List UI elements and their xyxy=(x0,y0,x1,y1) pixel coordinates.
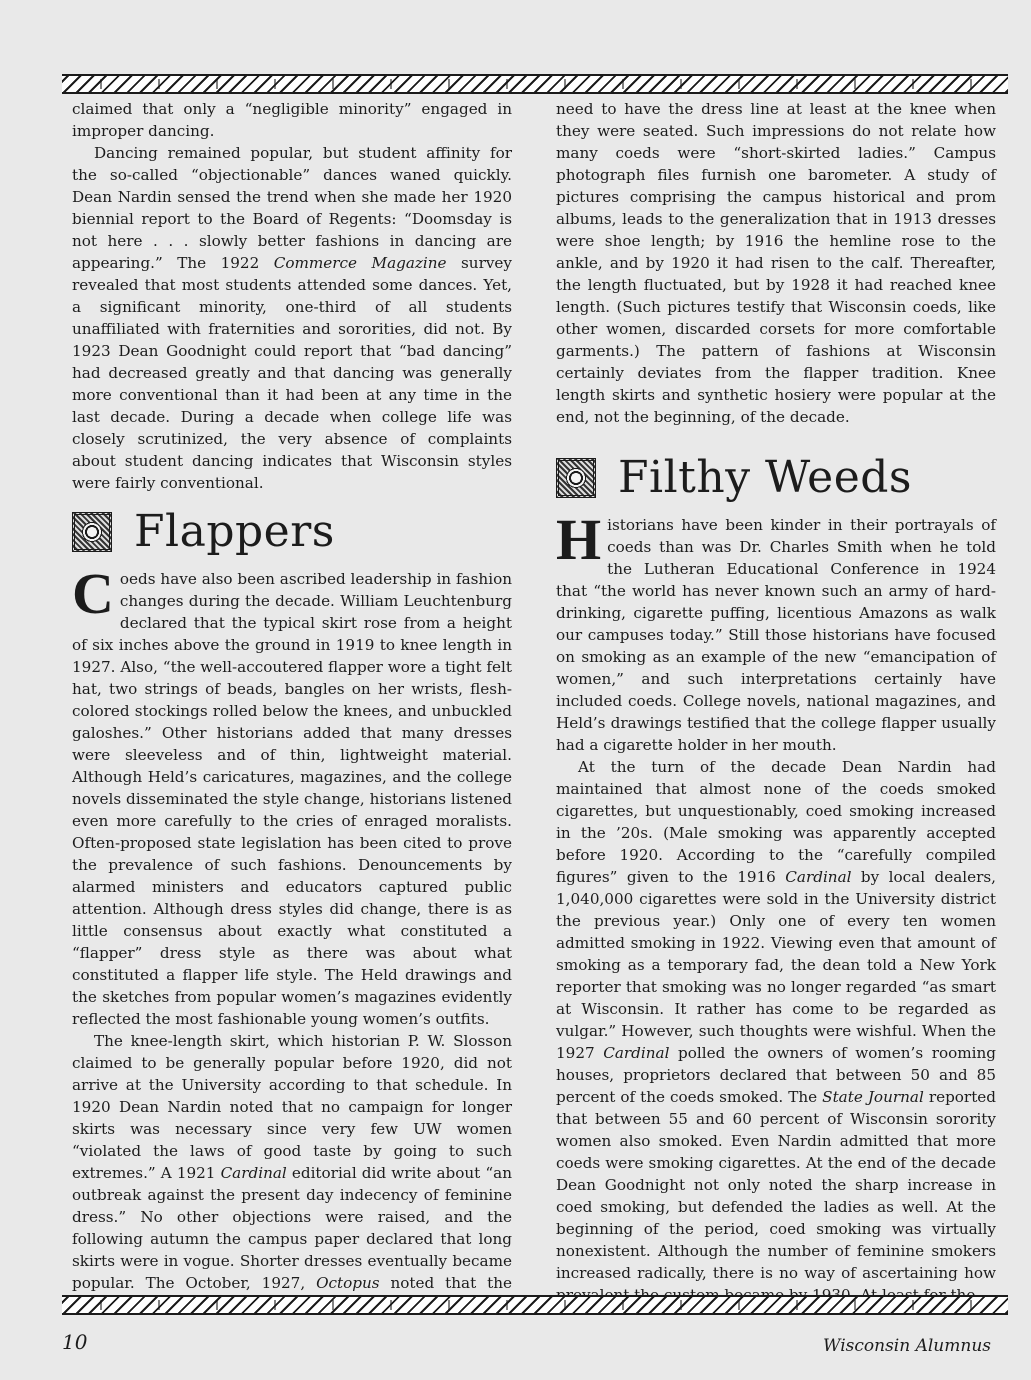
drop-cap: H xyxy=(556,507,602,572)
section-heading-flappers xyxy=(72,508,512,556)
left-column xyxy=(72,98,512,1292)
section-heading-filthy-weeds xyxy=(556,454,996,502)
publication-title: Commerce Magazine xyxy=(273,254,447,272)
drop-cap: C xyxy=(72,561,114,626)
publication-title: Cardinal xyxy=(220,1164,287,1182)
top-ornamental-border xyxy=(62,74,1008,94)
paragraph xyxy=(72,561,512,1030)
page-number: 10 xyxy=(62,1330,88,1354)
text-run: noted that the xyxy=(390,1274,512,1292)
paragraph xyxy=(556,756,996,1306)
ornament-icon xyxy=(556,458,596,498)
paragraph xyxy=(72,1030,512,1316)
paragraph xyxy=(556,507,996,756)
text-run: Dancing remained popular, but student affinity for the so-called “objectionable” dances waned quickly. Dean Nardin sensed the trend when she made her 1920 biennial report to the Board of Regents: “Doomsday is not here . . . slowly better fashions in dancing are appearing.” The 1922 xyxy=(72,144,512,272)
text-run: editorial did write about “an outbreak against the present day indecency of feminine dress.” No other objections were raised, and the following autumn the campus paper declared that long skirts were in vogue. Shorter dresses eventually became popular. The October, 1927, xyxy=(72,1164,512,1292)
text-run: by local dealers, 1,040,000 cigarettes were sold in the University district the previous year.) Only one of every ten women admitted smoking in 1922. Viewing even that amount of smoking as a temporary fad, the dean told a New York reporter that smoking was no longer regarded “as smart at Wisconsin. It rather has come to be regarded as vulgar.” However, such thoughts were wishful. When the 1927 xyxy=(556,868,996,1062)
text-run: At the turn of the decade Dean Nardin had maintained that almost none of the coeds smoked cigarettes, but unquestionably, coed smoking increased in the ’20s. (Male smoking was apparently accepted before 1920. According to the “carefully compiled figures” given to the 1916 xyxy=(556,758,996,886)
publication-title: Octopus xyxy=(316,1274,380,1292)
text-run: The knee-length skirt, which historian P. W. Slosson claimed to be generally popular before 1920, did not arrive at the University according to that schedule. In 1920 Dean Nardin noted that no campaign for longer skirts was necessary since very few UW women “violated the laws of good taste by going to such extremes.” A 1921 xyxy=(72,1032,512,1182)
paragraph xyxy=(72,142,512,494)
publication-title: Cardinal xyxy=(603,1044,670,1062)
ornament-icon xyxy=(72,512,112,552)
section-heading-text: Filthy Weeds xyxy=(618,452,912,503)
text-run: reported that between 55 and 60 percent of Wisconsin sorority women also smoked. Even Nardin admitted that more coeds were smoking cigarettes. At the end of the decade Dean Goodnight not only noted the sharp increase in coed smoking, but defended the ladies as well. At the beginning of the period, coed smoking was virtually nonexistent. Although the number of feminine smokers increased radically, there is no way of ascertaining how xyxy=(556,1088,997,1282)
bottom-ornamental-border xyxy=(62,1295,1008,1315)
publication-title: State Journal xyxy=(822,1088,924,1106)
right-column xyxy=(556,98,996,1288)
paragraph: need to have the dress line at least at the knee when they were seated. Such impressions do not relate how many coeds were “short-skirted ladies.” Campus photograph files furnish one barometer. A study of pictures comprising the campus historical and prom albums, leads to the generalization that in 1913 dresses were shoe length; by 1916 the hemline rose to the ankle, and by 1920 it had risen to the calf. Thereafter, the length fluctuated, but by 1928 it had reached knee length. (Such pictures testify that Wisconsin coeds, like other women, discarded corsets for more comfortable garments.) The pattern of fashions at Wisconsin certainly deviates from the flapper tradition. Knee length skirts and synthetic hosiery were popular at the end, not the beginning, of the decade. xyxy=(556,100,996,426)
text-run: istorians have been kinder in their portrayals of coeds than was Dr. Charles Smith when he told the Lutheran Educational Conference in 1924 that “the world has never known such an army of hard-drinking, cigarette puffing, licentious Amazons as walk our campuses today.” Still those historians have focused on smoking as an example of the new “emancipation of women,” and such interpretations certainly have included coeds. College novels, national magazines, and Held’s drawings testified that the college flapper usually had a cigarette holder in her mouth. xyxy=(556,516,996,754)
text-run: survey revealed that most students attended some dances. Yet, a significant minority, one-third of all students unaffiliated with fraternities and sororities, did not. By 1923 Dean Goodnight could report that “bad dancing” had decreased greatly and that dancing was generally more conventional than it had been at any time in the last decade. During a decade when college life was closely scrutinized, the very absence of complaints about student dancing indicates that Wisconsin styles were fairly conventional. xyxy=(72,254,512,492)
text-run: oeds have also been ascribed leadership in fashion changes during the decade. William Leuchtenburg declared that the typical skirt rose from a height of six inches above the ground in 1919 to knee length in 1927. Also, “the well-accoutered flapper wore a tight felt hat, two strings of beads, bangles on her wrists, flesh-colored stockings rolled below the knees, and unbuckled galoshes.” Other historians added that many dresses were sleeveless and of thin, lightweight material. Although Held’s caricatures, magazines, and the college novels disseminated the style change, historians listened even more carefully to the cries of enraged moralists. Often-proposed state legislation has been cited to prove the prevalence of such fashions. Denouncements by alarmed ministers and educators captured public attention. Although dress styles did change, there is as little consensus about exactly what constituted a “flapper” dress style as there was about what constituted a flapper life style. The Held drawings and the sketches from popular women’s magazines evidently reflected the most fashionable young women’s outfits. xyxy=(72,570,512,1028)
publication-title: Cardinal xyxy=(785,868,852,886)
section-heading-text: Flappers xyxy=(134,506,335,557)
publication-name: Wisconsin Alumnus xyxy=(823,1336,991,1356)
paragraph: claimed that only a “negligible minority” engaged in improper dancing. xyxy=(72,100,512,140)
text-run: polled the owners of women’s rooming houses, proprietors declared that between 50 and 85 percent of the coeds smoked. The xyxy=(556,1044,997,1106)
